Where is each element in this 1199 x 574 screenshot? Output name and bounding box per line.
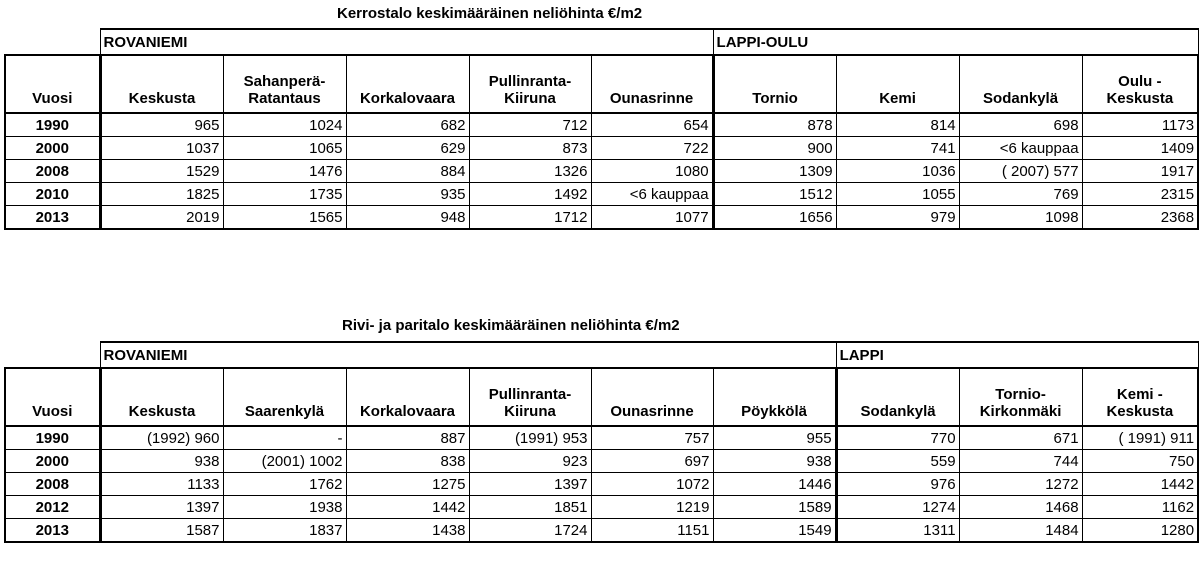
- price-cell: 2368: [1082, 206, 1198, 230]
- price-cell: 873: [469, 137, 591, 160]
- price-cell: 1080: [591, 160, 713, 183]
- price-cell: ( 2007) 577: [959, 160, 1082, 183]
- column-header: Pullinranta- Kiiruna: [469, 55, 591, 113]
- table-row: [5, 496, 1198, 519]
- price-cell: 965: [100, 113, 223, 137]
- price-cell: 1917: [1082, 160, 1198, 183]
- table-row: [5, 137, 1198, 160]
- price-cell: 2315: [1082, 183, 1198, 206]
- price-cell: 698: [959, 113, 1082, 137]
- price-cell: 1162: [1082, 496, 1198, 519]
- price-cell: 757: [591, 426, 713, 450]
- price-cell: ( 1991) 911: [1082, 426, 1198, 450]
- rowhouse-price-table: [4, 341, 1199, 543]
- price-cell: 1549: [713, 519, 836, 543]
- price-cell: 923: [469, 450, 591, 473]
- price-cell: 744: [959, 450, 1082, 473]
- price-cell: 1476: [223, 160, 346, 183]
- price-cell: 838: [346, 450, 469, 473]
- group-rovaniemi: ROVANIEMI: [100, 29, 713, 55]
- price-cell: 682: [346, 113, 469, 137]
- year-cell: 2013: [5, 206, 100, 230]
- price-cell: 935: [346, 183, 469, 206]
- table-row: [5, 183, 1198, 206]
- price-cell: 1438: [346, 519, 469, 543]
- table-row: [5, 206, 1198, 230]
- price-cell: (2001) 1002: [223, 450, 346, 473]
- column-header: Saarenkylä: [223, 368, 346, 426]
- price-cell: 979: [836, 206, 959, 230]
- price-cell: 769: [959, 183, 1082, 206]
- table1-title: Kerrostalo keskimääräinen neliöhinta €/m2: [337, 5, 643, 22]
- price-cell: 1529: [100, 160, 223, 183]
- price-cell: 750: [1082, 450, 1198, 473]
- year-cell: 2008: [5, 160, 100, 183]
- price-cell: 1133: [100, 473, 223, 496]
- table-row: [5, 113, 1198, 137]
- year-cell: 2012: [5, 496, 100, 519]
- price-cell: 1173: [1082, 113, 1198, 137]
- year-cell: 2008: [5, 473, 100, 496]
- price-cell: 1851: [469, 496, 591, 519]
- price-cell: 938: [713, 450, 836, 473]
- price-cell: 1735: [223, 183, 346, 206]
- price-cell: 712: [469, 113, 591, 137]
- price-cell: 1280: [1082, 519, 1198, 543]
- price-cell: 1409: [1082, 137, 1198, 160]
- price-cell: 1446: [713, 473, 836, 496]
- price-cell: (1991) 953: [469, 426, 591, 450]
- price-cell: 671: [959, 426, 1082, 450]
- price-cell: 878: [713, 113, 836, 137]
- price-cell: 1072: [591, 473, 713, 496]
- group-lappi-oulu: LAPPI-OULU: [713, 29, 1198, 55]
- column-header: Sodankylä: [959, 55, 1082, 113]
- table-row: [5, 519, 1198, 543]
- column-header: Vuosi: [5, 368, 100, 426]
- year-cell: 2013: [5, 519, 100, 543]
- price-cell: 1272: [959, 473, 1082, 496]
- table2-title: Rivi- ja paritalo keskimääräinen neliöhinta €/m2: [342, 317, 680, 334]
- price-cell: 2019: [100, 206, 223, 230]
- column-header: Pullinranta- Kiiruna: [469, 368, 591, 426]
- price-cell: 1825: [100, 183, 223, 206]
- price-cell: 1712: [469, 206, 591, 230]
- price-cell: 1055: [836, 183, 959, 206]
- column-header: Sahanperä- Ratantaus: [223, 55, 346, 113]
- column-header: Korkalovaara: [346, 368, 469, 426]
- price-cell: 976: [836, 473, 959, 496]
- column-header: Kemi: [836, 55, 959, 113]
- price-cell: 1309: [713, 160, 836, 183]
- price-cell: 814: [836, 113, 959, 137]
- column-header: Keskusta: [100, 368, 223, 426]
- price-cell: 1311: [836, 519, 959, 543]
- price-cell: 1024: [223, 113, 346, 137]
- column-header: Kemi - Keskusta: [1082, 368, 1198, 426]
- price-cell: 629: [346, 137, 469, 160]
- year-cell: 1990: [5, 426, 100, 450]
- apartment-price-table: [4, 28, 1199, 230]
- price-cell: 1274: [836, 496, 959, 519]
- price-cell: 1656: [713, 206, 836, 230]
- price-cell: 741: [836, 137, 959, 160]
- price-cell: 1151: [591, 519, 713, 543]
- price-cell: 1762: [223, 473, 346, 496]
- column-header: Ounasrinne: [591, 368, 713, 426]
- price-cell: 948: [346, 206, 469, 230]
- price-cell: 1589: [713, 496, 836, 519]
- price-cell: 938: [100, 450, 223, 473]
- price-cell: 722: [591, 137, 713, 160]
- price-cell: 1724: [469, 519, 591, 543]
- column-header: Tornio: [713, 55, 836, 113]
- price-cell: 1036: [836, 160, 959, 183]
- price-cell: <6 kauppaa: [591, 183, 713, 206]
- price-cell: 1837: [223, 519, 346, 543]
- price-cell: 1326: [469, 160, 591, 183]
- year-cell: 2000: [5, 137, 100, 160]
- price-cell: 1565: [223, 206, 346, 230]
- price-cell: 1037: [100, 137, 223, 160]
- group-lappi: LAPPI: [836, 342, 1198, 368]
- price-cell: 1442: [346, 496, 469, 519]
- column-header: Ounasrinne: [591, 55, 713, 113]
- price-cell: 1484: [959, 519, 1082, 543]
- year-cell: 1990: [5, 113, 100, 137]
- price-cell: 1442: [1082, 473, 1198, 496]
- table-row: [5, 473, 1198, 496]
- price-cell: 654: [591, 113, 713, 137]
- column-header: Korkalovaara: [346, 55, 469, 113]
- column-header: Sodankylä: [836, 368, 959, 426]
- price-cell: 1397: [100, 496, 223, 519]
- price-cell: 955: [713, 426, 836, 450]
- table-row: [5, 450, 1198, 473]
- price-cell: (1992) 960: [100, 426, 223, 450]
- price-cell: 1065: [223, 137, 346, 160]
- column-header: Tornio- Kirkonmäki: [959, 368, 1082, 426]
- price-cell: 1219: [591, 496, 713, 519]
- column-header: Oulu - Keskusta: [1082, 55, 1198, 113]
- price-cell: 1938: [223, 496, 346, 519]
- price-cell: 559: [836, 450, 959, 473]
- price-cell: 1098: [959, 206, 1082, 230]
- price-cell: 1275: [346, 473, 469, 496]
- price-cell: -: [223, 426, 346, 450]
- price-cell: 1077: [591, 206, 713, 230]
- price-cell: 770: [836, 426, 959, 450]
- price-cell: 884: [346, 160, 469, 183]
- price-cell: 887: [346, 426, 469, 450]
- price-cell: 1397: [469, 473, 591, 496]
- price-cell: 1468: [959, 496, 1082, 519]
- price-cell: 900: [713, 137, 836, 160]
- price-cell: 1512: [713, 183, 836, 206]
- price-cell: 1492: [469, 183, 591, 206]
- group-rovaniemi: ROVANIEMI: [100, 342, 836, 368]
- table-row: [5, 426, 1198, 450]
- column-header: Keskusta: [100, 55, 223, 113]
- price-cell: <6 kauppaa: [959, 137, 1082, 160]
- price-cell: 1587: [100, 519, 223, 543]
- column-header: Vuosi: [5, 55, 100, 113]
- column-header: Pöykkölä: [713, 368, 836, 426]
- price-cell: 697: [591, 450, 713, 473]
- table-row: [5, 160, 1198, 183]
- year-cell: 2000: [5, 450, 100, 473]
- year-cell: 2010: [5, 183, 100, 206]
